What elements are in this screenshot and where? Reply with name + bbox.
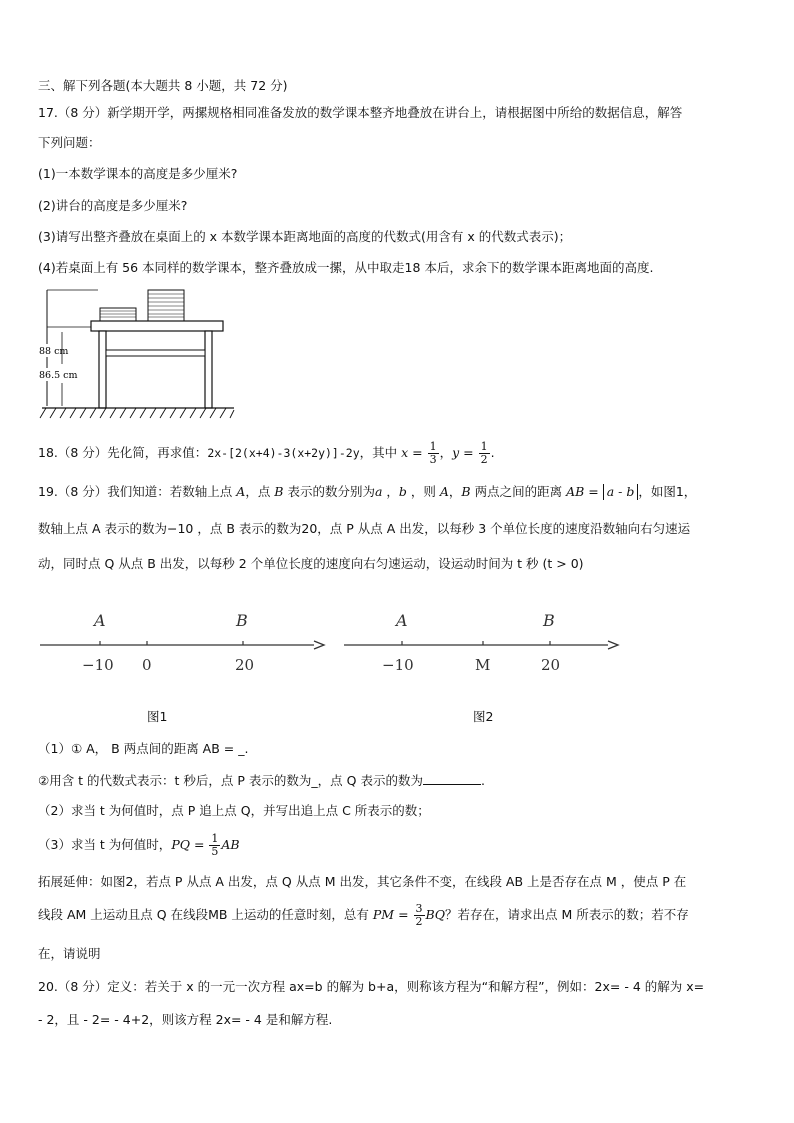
fig2-tick-label-m: M	[475, 656, 491, 674]
fig1-arrow	[314, 641, 324, 649]
fig2-label-b: B	[543, 611, 555, 630]
section-heading: 三、解下列各题(本大题共 8 小题，共 72 分)	[38, 78, 288, 93]
q17-line-1: 17.（8 分）新学期开学，两摞规格相同准备发放的数学课本整齐地叠放在讲台上，请根据图中所给的数据信息，解答	[38, 105, 683, 120]
q19-sub-2: （2）求当 t 为何值时，点 P 追上点 Q，并写出追上点 C 所表示的数；	[38, 803, 430, 818]
q19-point-b: B	[274, 484, 284, 499]
q18-y-den: 2	[480, 453, 488, 466]
q19-l1b: ，点	[245, 484, 275, 499]
fig1-label-b: B	[236, 611, 248, 630]
q19-frac2-den: 2	[415, 915, 423, 928]
q17-part-3: (3)请写出整齐叠放在桌面上的 x 本数学课本距离地面的高度的代数式(用含有 x 的代数式表示)；	[38, 229, 572, 244]
q19-extension-3: 在，请说明	[38, 946, 101, 961]
fig2-label-a: A	[396, 611, 408, 630]
q19-var-b: b	[398, 484, 407, 499]
q19-l1g: 两点之间的距离	[470, 484, 567, 499]
table-leg-right	[205, 331, 212, 408]
q19-fraction-1-5	[209, 833, 220, 858]
answer-blank[interactable]	[423, 772, 481, 785]
fig2-tick-label-20: 20	[541, 656, 561, 674]
q20-line-1: 20.（8 分）定义：若关于 x 的一元一次方程 ax=b 的解为 b+a，则称该方程为“和解方程”，例如：2x= - 4 的解为 x=	[38, 979, 705, 994]
q19-ab: AB	[566, 484, 585, 499]
q18-x-var: x	[401, 445, 409, 460]
q19-line-2: 数轴上点 A 表示的数为−10 ，点 B 表示的数为20，点 P 从点 A 出发，以每秒 3 个单位长度的速度沿数轴向右匀速运	[38, 521, 691, 536]
q19-sub-3	[38, 828, 240, 862]
fig2-tick-label-neg10: −10	[382, 656, 414, 674]
q19-point-a: A	[236, 484, 246, 499]
fig1-tick-label-0: 0	[142, 656, 152, 674]
q19-ab-2: AB	[221, 837, 240, 852]
q19-s4c: =	[189, 837, 209, 852]
book-stack-tall	[148, 290, 184, 321]
q17-part-1: (1)一本数学课本的高度是多少厘米?	[38, 166, 238, 181]
q19-pq: PQ	[171, 837, 190, 852]
q19-sub-1: （1）① A， B 两点间的距离 AB = _.	[38, 741, 249, 756]
q19-l1c: 表示的数分别为	[283, 484, 375, 499]
book-stack-small	[100, 308, 136, 321]
fig1-tick-label-20: 20	[235, 656, 255, 674]
table-crossbar	[106, 350, 205, 356]
fig2-caption: 图2	[473, 709, 494, 724]
q19-l1i: ，如图1，	[638, 484, 697, 499]
podium-figure	[38, 286, 238, 424]
number-line-fig1	[36, 600, 326, 685]
number-line-fig2	[340, 600, 630, 685]
fig1-tick-label-neg10: −10	[82, 656, 114, 674]
q19-l1e: ，则	[406, 484, 440, 499]
q19-s2a: ②用含 t 的代数式表示：t 秒后，点 P 表示的数为_，点 Q 表示的数为	[38, 773, 423, 788]
fig1-label-a: A	[94, 611, 106, 630]
q18-comma: ，	[439, 445, 453, 460]
table-top	[91, 321, 223, 331]
q19-extension-2	[38, 898, 689, 932]
q19-frac2-num: 3	[415, 902, 423, 915]
q18-x-den: 3	[429, 453, 437, 466]
q19-frac-num: 1	[211, 832, 219, 845]
q18-y-var: y	[452, 445, 460, 460]
q19-var-a: a	[374, 484, 383, 499]
q18-x-num: 1	[429, 440, 437, 453]
q19-line-3: 动，同时点 Q 从点 B 出发，以每秒 2 个单位长度的速度向右匀速运动，设运动时间为 t 秒 (t > 0)	[38, 556, 584, 571]
q18-y-fraction	[479, 441, 490, 466]
q19-point-a-2: A	[439, 484, 449, 499]
q19-extension-1: 拓展延伸：如图2，若点 P 从点 A 出发，点 Q 从点 M 出发，其它条件不变，在线段 AB 上是否存在点 M ，使点 P 在	[38, 874, 687, 889]
q19-bq: BQ	[425, 907, 445, 922]
q19-s4a: （3）求当 t 为何值时，	[38, 837, 172, 852]
label-86-5cm: 86.5 cm	[39, 370, 78, 381]
q18-line	[38, 436, 495, 470]
q19-l1a: 19.（8 分）我们知道：若数轴上点	[38, 484, 237, 499]
table-leg-left	[99, 331, 106, 408]
fig2-arrow	[608, 641, 618, 649]
q19-fraction-3-2	[414, 903, 425, 928]
q18-eq2: =	[459, 445, 478, 460]
fig1-caption: 图1	[147, 709, 168, 724]
q19-point-b-2: B	[461, 484, 471, 499]
q19-sub-1-2	[38, 772, 485, 789]
q17-part-4: (4)若桌面上有 56 本同样的数学课本，整齐叠放成一摞，从中取走18 本后，求余下的数学课本距离地面的高度.	[38, 260, 654, 275]
q18-x-fraction	[428, 441, 439, 466]
q19-absolute-value: a - b	[603, 484, 639, 500]
q17-part-2: (2)讲台的高度是多少厘米?	[38, 198, 188, 213]
q19-l1h: =	[584, 484, 603, 499]
q19-ext2a: 线段 AM 上运动且点 Q 在线段MB 上运动的任意时刻，总有	[38, 907, 373, 922]
q19-l1d: ，	[382, 484, 399, 499]
q18-eq1: =	[408, 445, 427, 460]
q20-line-2: - 2，且 - 2= - 4+2，则该方程 2x= - 4 是和解方程.	[38, 1012, 333, 1027]
q17-line-2: 下列问题：	[38, 135, 101, 150]
q19-l1f: ，	[448, 484, 462, 499]
q19-s2b: .	[480, 773, 485, 788]
q19-ext2c: =	[394, 907, 413, 922]
q18-expression: 2x-[2(x+4)-3(x+2y)]-2y	[207, 446, 360, 460]
q18-y-num: 1	[480, 440, 488, 453]
q18-prefix: 18.（8 分）先化简，再求值：	[38, 445, 208, 460]
q19-frac-den: 5	[211, 845, 219, 858]
q18-end: .	[490, 445, 495, 460]
q19-ext2e: ？若存在，请求出点 M 所表示的数；若不存	[444, 907, 689, 922]
q18-mid: ，其中	[359, 445, 402, 460]
label-88cm: 88 cm	[39, 346, 69, 357]
q19-pm: PM	[372, 907, 395, 922]
q19-line-1	[38, 484, 696, 500]
